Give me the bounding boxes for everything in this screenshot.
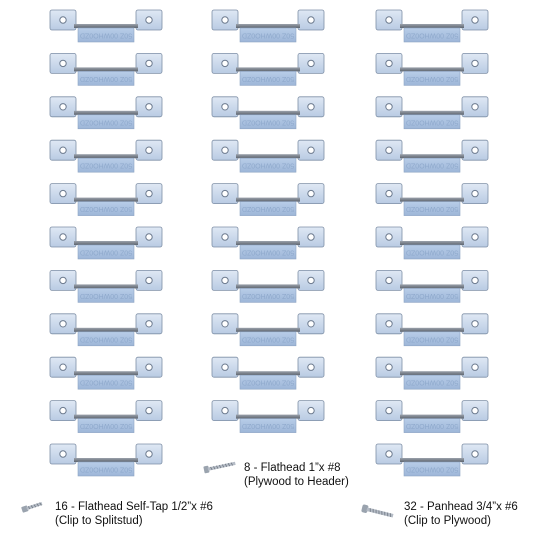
clip-bracket: [212, 270, 324, 302]
screw-hole: [308, 277, 314, 283]
plate-stamp: 50Z 00WHO0ZD: [241, 205, 295, 213]
plate-stamp: 50Z 00WHO0ZD: [405, 31, 459, 39]
plate-stamp: 50Z 00WHO0ZD: [405, 248, 459, 256]
plate-stamp: 50Z 00WHO0ZD: [79, 248, 133, 256]
screw-hole: [308, 190, 314, 196]
clip-bracket: [376, 270, 488, 302]
self-tap-screw-icon: [21, 501, 43, 513]
clip-bracket: [376, 140, 488, 172]
plate-stamp: 50Z 00WHO0ZD: [241, 248, 295, 256]
screw-hole: [386, 451, 392, 457]
clip-rod: [400, 67, 464, 71]
clip-bracket: [50, 97, 162, 129]
clip-bracket: [376, 357, 488, 389]
clip-bracket: [376, 10, 488, 42]
screw-hole: [146, 190, 152, 196]
clip-rod: [400, 284, 464, 288]
screw-hole: [222, 147, 228, 153]
screw-hole: [60, 60, 66, 66]
plate-stamp: 50Z 00WHO0ZD: [405, 422, 459, 430]
clip-rod: [236, 198, 300, 202]
screw-hole: [472, 451, 478, 457]
screw-hole: [472, 147, 478, 153]
caption-line: 16 - Flathead Self-Tap 1/2”x #6: [55, 501, 213, 513]
screw-hole: [146, 364, 152, 370]
clip-rod: [400, 154, 464, 158]
plate-stamp: 50Z 00WHO0ZD: [241, 74, 295, 82]
clip-rod: [74, 328, 138, 332]
screw-hole: [308, 60, 314, 66]
screw-hole: [60, 190, 66, 196]
screw-hole: [222, 104, 228, 110]
screw-hole: [60, 451, 66, 457]
screw-caption-self-tap: [55, 500, 213, 528]
clip-rod: [74, 458, 138, 462]
plate-stamp: 50Z 00WHO0ZD: [241, 422, 295, 430]
clip-rod: [74, 154, 138, 158]
clip-rod: [400, 458, 464, 462]
clip-rod: [74, 198, 138, 202]
screw-hole: [386, 364, 392, 370]
screw-hole: [472, 277, 478, 283]
clip-rod: [74, 24, 138, 28]
screw-hole: [222, 190, 228, 196]
clip-rod: [236, 415, 300, 419]
plate-stamp: 50Z 00WHO0ZD: [405, 74, 459, 82]
screw-hole: [222, 17, 228, 23]
clip-bracket: [376, 184, 488, 216]
screw-hole: [60, 364, 66, 370]
screw-hole: [472, 234, 478, 240]
screw-hole: [222, 277, 228, 283]
clip-bracket: [50, 357, 162, 389]
clip-rod: [400, 415, 464, 419]
clip-bracket: [212, 184, 324, 216]
clip-rod: [74, 241, 138, 245]
screw-hole: [222, 321, 228, 327]
plate-stamp: 50Z 00WHO0ZD: [79, 422, 133, 430]
screw-hole: [146, 234, 152, 240]
screw-caption-panhead: [404, 500, 518, 528]
screw-hole: [60, 17, 66, 23]
plate-stamp: 50Z 00WHO0ZD: [241, 378, 295, 386]
plate-stamp: 50Z 00WHO0ZD: [241, 31, 295, 39]
screw-hole: [386, 60, 392, 66]
flathead-screw-icon: [203, 460, 236, 474]
screw-hole: [146, 451, 152, 457]
plate-stamp: 50Z 00WHO0ZD: [79, 335, 133, 343]
screw-hole: [472, 60, 478, 66]
plate-stamp: 50Z 00WHO0ZD: [405, 378, 459, 386]
plate-stamp: 50Z 00WHO0ZD: [405, 118, 459, 126]
screw-hole: [146, 60, 152, 66]
plate-stamp: 50Z 00WHO0ZD: [79, 465, 133, 473]
screw-hole: [386, 147, 392, 153]
clip-bracket: [50, 227, 162, 259]
screw-hole: [472, 17, 478, 23]
plate-stamp: 50Z 00WHO0ZD: [79, 31, 133, 39]
clip-bracket: [212, 140, 324, 172]
plate-stamp: 50Z 00WHO0ZD: [405, 335, 459, 343]
clip-bracket: [376, 401, 488, 433]
screw-hole: [60, 234, 66, 240]
screw-hole: [386, 234, 392, 240]
clip-rod: [236, 154, 300, 158]
panhead-screw-icon: [361, 504, 394, 520]
screw-hole: [386, 321, 392, 327]
clip-rod: [74, 284, 138, 288]
screw-hole: [146, 321, 152, 327]
caption-line: 32 - Panhead 3/4”x #6: [404, 501, 518, 513]
clip-bracket: [50, 401, 162, 433]
clip-rod: [74, 67, 138, 71]
caption-line: (Clip to Splitstud): [55, 515, 143, 527]
clip-bracket: [50, 314, 162, 346]
clip-rod: [400, 371, 464, 375]
screw-hole: [60, 147, 66, 153]
screw-hole: [308, 321, 314, 327]
clip-bracket: [212, 97, 324, 129]
clip-rod: [74, 415, 138, 419]
clip-bracket: [376, 314, 488, 346]
clip-rod: [400, 24, 464, 28]
clip-rod: [236, 111, 300, 115]
screw-hole: [146, 147, 152, 153]
plate-stamp: 50Z 00WHO0ZD: [79, 291, 133, 299]
screw-hole: [308, 104, 314, 110]
clip-bracket: [50, 53, 162, 85]
plate-stamp: 50Z 00WHO0ZD: [405, 465, 459, 473]
clip-rod: [236, 241, 300, 245]
clip-bracket: [212, 10, 324, 42]
clip-rod: [236, 67, 300, 71]
clip-bracket: [212, 227, 324, 259]
clip-rod: [400, 241, 464, 245]
screw-hole: [472, 190, 478, 196]
plate-stamp: 50Z 00WHO0ZD: [405, 161, 459, 169]
clip-rod: [236, 284, 300, 288]
screw-hole: [146, 407, 152, 413]
plate-stamp: 50Z 00WHO0ZD: [241, 161, 295, 169]
plate-stamp: 50Z 00WHO0ZD: [241, 118, 295, 126]
screw-hole: [308, 407, 314, 413]
screw-hole: [60, 407, 66, 413]
screw-hole: [386, 17, 392, 23]
screw-hole: [146, 277, 152, 283]
plate-stamp: 50Z 00WHO0ZD: [405, 291, 459, 299]
screw-hole: [308, 234, 314, 240]
screw-hole: [146, 17, 152, 23]
clip-rod: [400, 111, 464, 115]
clip-bracket: [212, 53, 324, 85]
clip-grid: [50, 10, 488, 476]
clip-bracket: [376, 97, 488, 129]
clip-rod: [74, 371, 138, 375]
clip-bracket: [50, 184, 162, 216]
screw-hole: [308, 364, 314, 370]
screw-hole: [308, 147, 314, 153]
screw-caption-flathead: [244, 461, 349, 489]
clip-bracket: [50, 140, 162, 172]
clip-rod: [236, 24, 300, 28]
screw-hole: [472, 364, 478, 370]
screw-hole: [472, 104, 478, 110]
clip-rod: [74, 111, 138, 115]
plate-stamp: 50Z 00WHO0ZD: [241, 335, 295, 343]
caption-line: (Clip to Plywood): [404, 515, 491, 527]
screw-hole: [472, 407, 478, 413]
clip-bracket: [376, 444, 488, 476]
clip-bracket: [376, 227, 488, 259]
plate-stamp: 50Z 00WHO0ZD: [79, 161, 133, 169]
plate-stamp: 50Z 00WHO0ZD: [241, 291, 295, 299]
plate-stamp: 50Z 00WHO0ZD: [405, 205, 459, 213]
clip-bracket: [212, 314, 324, 346]
screw-hole: [60, 104, 66, 110]
screw-hole: [222, 407, 228, 413]
caption-line: (Plywood to Header): [244, 476, 349, 488]
screw-hole: [60, 277, 66, 283]
screw-hole: [386, 277, 392, 283]
clip-rod: [236, 328, 300, 332]
clip-bracket: [212, 357, 324, 389]
screw-hole: [146, 104, 152, 110]
plate-stamp: 50Z 00WHO0ZD: [79, 378, 133, 386]
clip-bracket: [376, 53, 488, 85]
clip-bracket: [50, 444, 162, 476]
clip-rod: [400, 328, 464, 332]
plate-stamp: 50Z 00WHO0ZD: [79, 118, 133, 126]
plate-stamp: 50Z 00WHO0ZD: [79, 205, 133, 213]
screw-hole: [386, 104, 392, 110]
screw-hole: [222, 364, 228, 370]
clip-rod: [400, 198, 464, 202]
plate-stamp: 50Z 00WHO0ZD: [79, 74, 133, 82]
screw-hole: [386, 190, 392, 196]
screw-hole: [60, 321, 66, 327]
screw-hole: [308, 17, 314, 23]
screw-hole: [222, 60, 228, 66]
clip-bracket: [212, 401, 324, 433]
screw-hole: [386, 407, 392, 413]
caption-line: 8 - Flathead 1”x #8: [244, 462, 341, 474]
screw-hole: [222, 234, 228, 240]
clip-bracket: [50, 270, 162, 302]
screw-hole: [472, 321, 478, 327]
clip-bracket: [50, 10, 162, 42]
clip-rod: [236, 371, 300, 375]
